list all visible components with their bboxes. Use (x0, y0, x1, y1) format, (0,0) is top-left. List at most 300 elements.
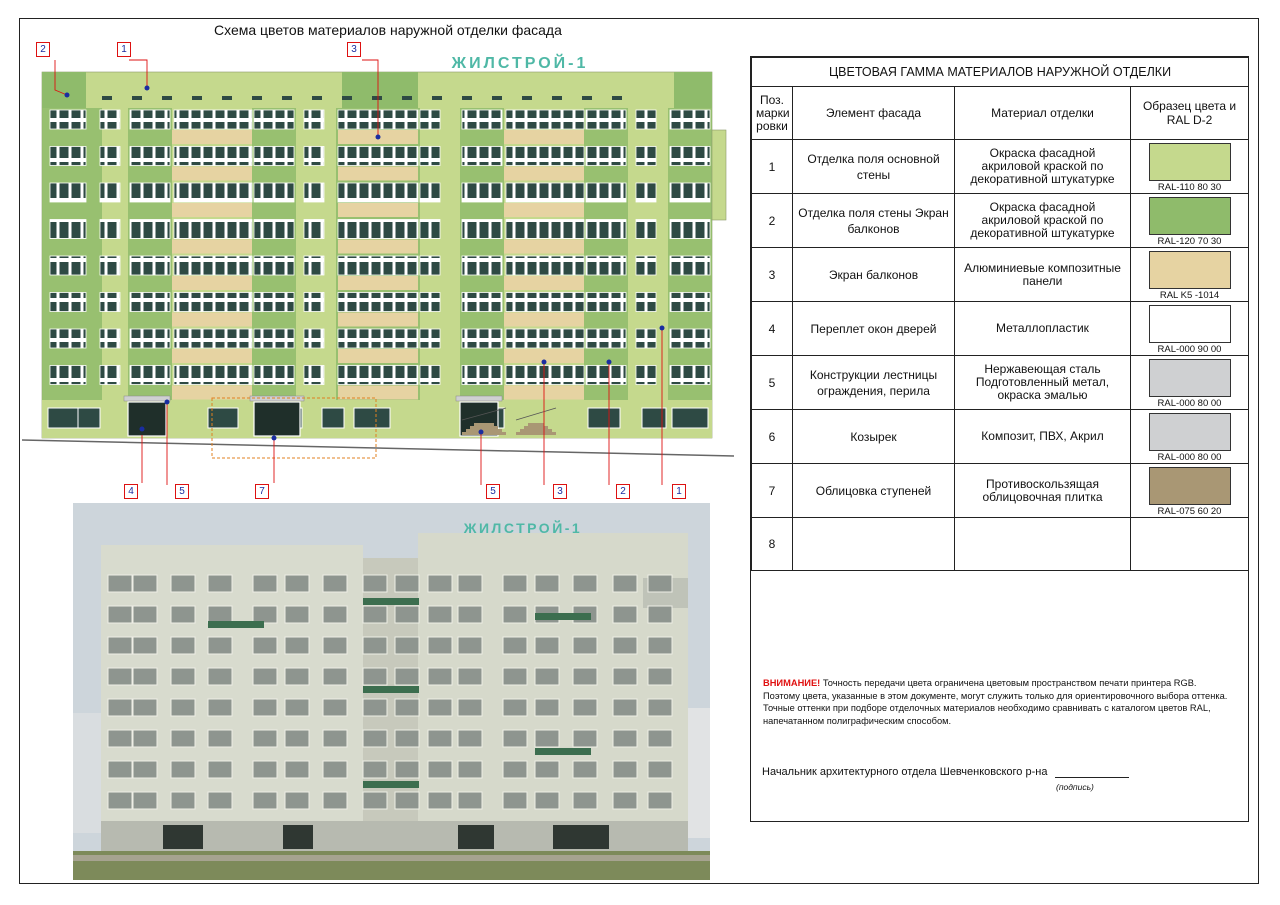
photo-window (573, 668, 597, 685)
table-row (752, 140, 1249, 194)
row-sample (1131, 518, 1249, 571)
photo-window (285, 606, 309, 623)
color-swatch (1149, 251, 1231, 289)
photo-window (323, 668, 347, 685)
balcony-panel (172, 240, 252, 254)
photo-window (503, 668, 527, 685)
photo-window (535, 730, 559, 747)
balcony-panel (172, 167, 252, 181)
photo-window (395, 668, 419, 685)
marker-dot (145, 86, 150, 91)
row-sample (1131, 140, 1249, 194)
row-element: Козырек (793, 410, 955, 464)
window (254, 329, 294, 348)
balcony-panel (504, 313, 584, 327)
row-material (955, 518, 1131, 571)
photo-window (363, 792, 387, 809)
photo-window (458, 637, 482, 654)
photo-window (428, 637, 452, 654)
ral-code: RAL-075 60 20 (1157, 506, 1222, 517)
notice-line-3: Точные оттенки при подборе отделочных материалов необходимо сравнивать с каталогом цветов RAL, (763, 703, 1211, 713)
photo-window (613, 730, 637, 747)
roof-block (42, 72, 86, 108)
window (420, 293, 440, 312)
marker-dot (376, 135, 381, 140)
window (304, 183, 324, 202)
balcony-panel (338, 313, 418, 327)
window (174, 366, 252, 385)
row-pos: 4 (752, 302, 793, 356)
window (338, 293, 418, 312)
photo-window (613, 606, 637, 623)
photo-window (503, 730, 527, 747)
window (254, 183, 294, 202)
window (130, 220, 170, 239)
photo-window (573, 637, 597, 654)
window (50, 329, 86, 348)
row-pos: 6 (752, 410, 793, 464)
photo-window (573, 761, 597, 778)
window (100, 220, 120, 239)
photo-window (108, 730, 132, 747)
row-material: Противоскользящая облицовочная плитка (955, 464, 1131, 518)
ral-code: RAL-000 80 00 (1157, 398, 1222, 409)
balcony-panel (172, 349, 252, 363)
table-row (752, 302, 1249, 356)
window (130, 256, 170, 275)
window (174, 329, 252, 348)
window (174, 293, 252, 312)
window (506, 256, 584, 275)
signature-label: Начальник архитектурного отдела Шевченковского р-на (762, 766, 1048, 778)
window (174, 220, 252, 239)
window (420, 220, 440, 239)
photo-window (108, 761, 132, 778)
window (304, 256, 324, 275)
header-element: Элемент фасада (793, 87, 955, 140)
photo-window (171, 606, 195, 623)
row-element (793, 518, 955, 571)
photo-window (535, 637, 559, 654)
photo-window (503, 575, 527, 592)
row-sample (1131, 194, 1249, 248)
window (338, 256, 418, 275)
row-element: Конструкции лестницы ограждения, перила (793, 356, 955, 410)
window (254, 256, 294, 275)
window (100, 183, 120, 202)
window (338, 329, 418, 348)
photo-window (133, 637, 157, 654)
marker-dot (65, 93, 70, 98)
window (254, 110, 294, 129)
window (636, 220, 656, 239)
photo-window (458, 606, 482, 623)
photo-window (535, 792, 559, 809)
photo-window (208, 699, 232, 716)
photo-window (323, 637, 347, 654)
window (254, 293, 294, 312)
photo-window (171, 575, 195, 592)
balcony-panel (504, 203, 584, 217)
window (586, 110, 626, 129)
window (304, 147, 324, 166)
photo-window (208, 637, 232, 654)
photo-window (171, 668, 195, 685)
window (130, 110, 170, 129)
green-balcony-band (535, 613, 591, 620)
table-row (752, 464, 1249, 518)
shop-front (458, 825, 494, 849)
position-marker: 1 (117, 42, 131, 57)
vent (192, 96, 202, 100)
photo-window (323, 761, 347, 778)
photo-window (208, 575, 232, 592)
photo-window (613, 637, 637, 654)
photo-window (108, 637, 132, 654)
balcony-panel (504, 167, 584, 181)
window (130, 366, 170, 385)
row-material: Окраска фасадной акриловой краской по декоративной штукатурке (955, 194, 1131, 248)
window (254, 147, 294, 166)
notice-line-2: Поэтому цвета, указанные в этом документе, могут служить только для ориентировочного выбора оттенка. (763, 690, 1228, 701)
marker-dot (542, 360, 547, 365)
window (174, 183, 252, 202)
row-element: Отделка поля стены Экран балконов (793, 194, 955, 248)
position-marker: 2 (36, 42, 50, 57)
photo-window (503, 761, 527, 778)
photo-window (458, 575, 482, 592)
photo-window (253, 606, 277, 623)
window (506, 147, 584, 166)
vent (612, 96, 622, 100)
window (670, 110, 710, 129)
green-balcony-band (363, 781, 419, 788)
window (254, 220, 294, 239)
row-element: Отделка поля основной стены (793, 140, 955, 194)
window (670, 256, 710, 275)
signature-line (1055, 776, 1129, 778)
warning-label: ВНИМАНИЕ! (763, 678, 821, 688)
window (50, 293, 86, 312)
window (174, 147, 252, 166)
vent (252, 96, 262, 100)
photo-window (285, 637, 309, 654)
vent (342, 96, 352, 100)
step (462, 432, 506, 435)
photo-window (285, 761, 309, 778)
window (586, 293, 626, 312)
row-pos: 5 (752, 356, 793, 410)
photo-window (503, 606, 527, 623)
window (50, 366, 86, 385)
notice-line-4: напечатанном полиграфическим способом. (763, 715, 952, 726)
photo-window (253, 792, 277, 809)
balcony-panel (172, 130, 252, 144)
photo-window (171, 730, 195, 747)
color-swatch (1149, 197, 1231, 235)
photo-window (323, 575, 347, 592)
balcony-panel (172, 276, 252, 290)
window (338, 220, 418, 239)
row-sample (1131, 410, 1249, 464)
row-pos: 2 (752, 194, 793, 248)
step (520, 429, 552, 432)
photo-window (395, 699, 419, 716)
window (420, 366, 440, 385)
window (462, 110, 502, 129)
color-swatch (1149, 305, 1231, 343)
signature-block (762, 766, 1129, 778)
color-swatch (1149, 467, 1231, 505)
vent (222, 96, 232, 100)
window (130, 183, 170, 202)
row-material: Алюминиевые композитные панели (955, 248, 1131, 302)
window (506, 366, 584, 385)
window (338, 147, 418, 166)
photo-window (573, 575, 597, 592)
building-photo (73, 503, 710, 880)
table-caption: ЦВЕТОВАЯ ГАММА МАТЕРИАЛОВ НАРУЖНОЙ ОТДЕЛКИ (752, 58, 1249, 87)
photo-window (323, 606, 347, 623)
table-row (752, 356, 1249, 410)
balcony-panel (338, 203, 418, 217)
header-material: Материал отделки (955, 87, 1131, 140)
marker-dot (272, 436, 277, 441)
ground-window (588, 408, 620, 428)
window (670, 183, 710, 202)
ground-window (322, 408, 344, 428)
window (304, 110, 324, 129)
color-accuracy-notice (763, 677, 1243, 727)
window (420, 329, 440, 348)
window (586, 147, 626, 166)
ground-window (78, 408, 100, 428)
photo-window (253, 761, 277, 778)
window (130, 147, 170, 166)
row-pos: 8 (752, 518, 793, 571)
photo-window (535, 699, 559, 716)
photo-window (503, 637, 527, 654)
window (636, 329, 656, 348)
row-pos: 3 (752, 248, 793, 302)
window (462, 293, 502, 312)
header-sample: Образец цвета и RAL D-2 (1131, 87, 1249, 140)
photo-window (253, 575, 277, 592)
window (100, 147, 120, 166)
photo-window (458, 730, 482, 747)
photo-window (535, 668, 559, 685)
window (506, 329, 584, 348)
photo-window (208, 761, 232, 778)
photo-window (208, 792, 232, 809)
marker-dot (607, 360, 612, 365)
window (586, 220, 626, 239)
table-row (752, 518, 1249, 571)
photo-window (323, 730, 347, 747)
marker-dot (479, 430, 484, 435)
photo-window (108, 699, 132, 716)
position-marker: 5 (175, 484, 189, 499)
photo-window (535, 575, 559, 592)
step (470, 426, 498, 429)
ground-window (672, 408, 708, 428)
facade-render (22, 40, 734, 502)
vent (522, 96, 532, 100)
ground-window (354, 408, 390, 428)
photo-window (363, 606, 387, 623)
photo-window (613, 699, 637, 716)
window (420, 256, 440, 275)
path (73, 855, 710, 861)
canopy (124, 396, 170, 401)
photo-window (208, 730, 232, 747)
palette-table (751, 57, 1249, 571)
photo-window (395, 761, 419, 778)
window (670, 220, 710, 239)
window (670, 329, 710, 348)
side-projection (712, 130, 726, 220)
balcony-panel (338, 167, 418, 181)
position-marker: 3 (347, 42, 361, 57)
photo-window (458, 668, 482, 685)
window (586, 183, 626, 202)
ground-line (22, 440, 734, 456)
photo-window (323, 792, 347, 809)
photo-window (613, 792, 637, 809)
balcony-panel (504, 276, 584, 290)
green-balcony-band (363, 686, 419, 693)
photo-window (395, 606, 419, 623)
photo-window (395, 575, 419, 592)
photo-window (573, 792, 597, 809)
row-sample (1131, 464, 1249, 518)
row-material: Нержавеющая сталь Подготовленный метал, окраска эмалью (955, 356, 1131, 410)
ral-code: RAL-120 70 30 (1157, 236, 1222, 247)
vent (102, 96, 112, 100)
photo-window (363, 699, 387, 716)
row-material: Металлопластик (955, 302, 1131, 356)
scheme-title: Схема цветов материалов наружной отделки фасада (214, 22, 562, 38)
photo-window (648, 637, 672, 654)
balcony-panel (172, 386, 252, 400)
window (130, 293, 170, 312)
balcony-panel (338, 386, 418, 400)
brand-sign-photo: ЖИЛСТРОЙ-1 (463, 520, 583, 536)
vent (132, 96, 142, 100)
photo-window (648, 761, 672, 778)
photo-window (253, 699, 277, 716)
marker-dot (660, 326, 665, 331)
row-element: Переплет окон дверей (793, 302, 955, 356)
window (304, 366, 324, 385)
photo-window (253, 668, 277, 685)
step (516, 432, 556, 435)
photo-window (395, 792, 419, 809)
photo-window (428, 761, 452, 778)
row-material: Окраска фасадной акриловой краской по декоративной штукатурке (955, 140, 1131, 194)
position-marker: 7 (255, 484, 269, 499)
entrance-door (128, 402, 166, 436)
photo-window (395, 730, 419, 747)
vent (312, 96, 322, 100)
table-row (752, 194, 1249, 248)
vent (552, 96, 562, 100)
balcony-panel (172, 203, 252, 217)
photo-window (648, 668, 672, 685)
window (506, 293, 584, 312)
photo-window (133, 699, 157, 716)
window (420, 183, 440, 202)
window (462, 256, 502, 275)
balcony-panel (504, 130, 584, 144)
window (462, 220, 502, 239)
photo-window (648, 792, 672, 809)
window (462, 183, 502, 202)
photo-window (208, 606, 232, 623)
window (506, 220, 584, 239)
photo-window (253, 730, 277, 747)
photo-window (108, 575, 132, 592)
green-balcony-band (208, 621, 264, 628)
window (636, 110, 656, 129)
vent (282, 96, 292, 100)
window (50, 110, 86, 129)
photo-window (108, 668, 132, 685)
row-sample (1131, 248, 1249, 302)
photo-window (133, 575, 157, 592)
window (338, 183, 418, 202)
header-pos: Поз. марки ровки (752, 87, 793, 140)
table-row (752, 410, 1249, 464)
roof-block (342, 72, 418, 108)
window (304, 329, 324, 348)
row-sample (1131, 356, 1249, 410)
window (50, 220, 86, 239)
photo-window (428, 792, 452, 809)
window (670, 147, 710, 166)
window (586, 329, 626, 348)
photo-window (253, 637, 277, 654)
window (50, 256, 86, 275)
photo-window (428, 730, 452, 747)
photo-window (285, 730, 309, 747)
photo-window (171, 699, 195, 716)
brand-sign-render: ЖИЛСТРОЙ-1 (451, 55, 589, 72)
vent (462, 96, 472, 100)
balcony-panel (338, 349, 418, 363)
vent (402, 96, 412, 100)
balcony-panel (172, 313, 252, 327)
window (462, 147, 502, 166)
photo-window (458, 699, 482, 716)
roof-block (674, 72, 712, 108)
window (50, 147, 86, 166)
photo-window (573, 730, 597, 747)
photo-window (171, 637, 195, 654)
window (636, 293, 656, 312)
photo-window (108, 792, 132, 809)
step (528, 423, 544, 426)
photo-window (648, 699, 672, 716)
marker-dot (165, 400, 170, 405)
photo-window (133, 668, 157, 685)
row-sample (1131, 302, 1249, 356)
photo-window (285, 668, 309, 685)
photo-window (395, 637, 419, 654)
row-pos: 7 (752, 464, 793, 518)
window (304, 293, 324, 312)
green-balcony-band (363, 598, 419, 605)
